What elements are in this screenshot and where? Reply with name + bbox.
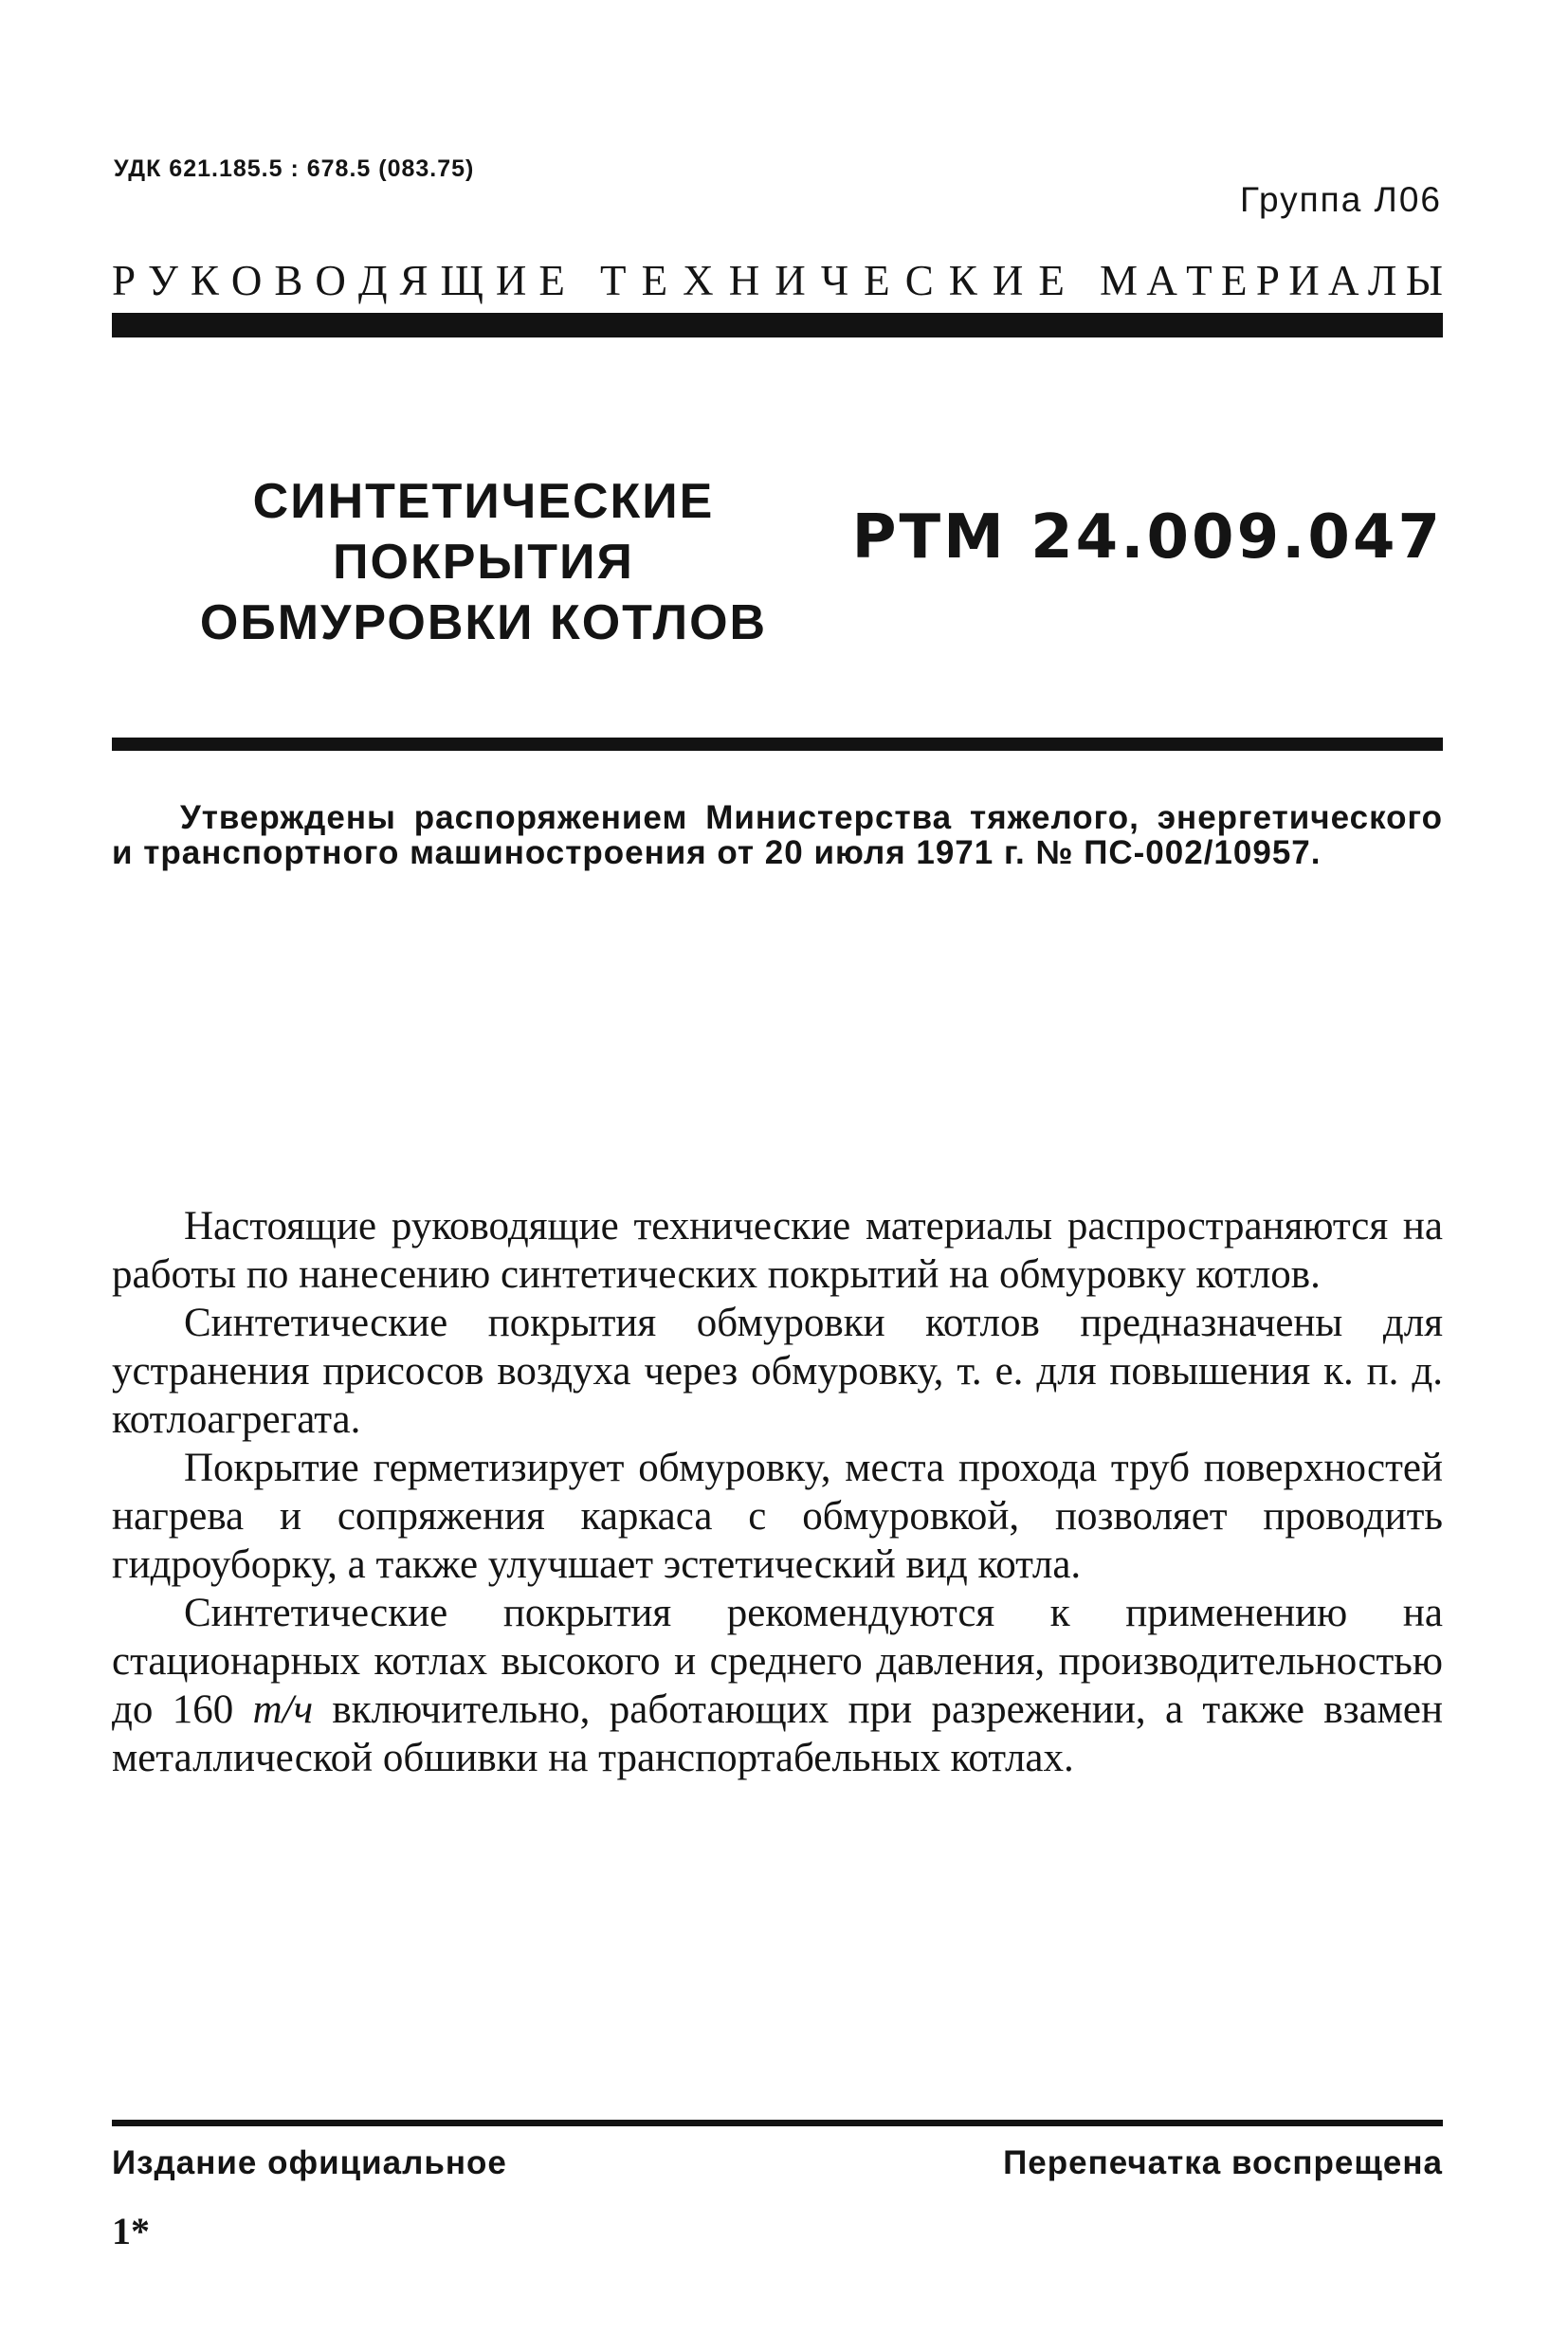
approval-text: Утверждены распоряжением Министерства тяжелого, энергетического и транспортного машиностроения от 20 июля 1971 г. № ПС-002/10957. xyxy=(112,799,1443,871)
page-mark: 1* xyxy=(112,2210,150,2252)
approval-note xyxy=(112,800,1443,870)
series-word-2: Т Е Х Н И Ч Е С К И Е xyxy=(600,257,1065,304)
series-word-1: Р У К О В О Д Я Щ И Е xyxy=(112,257,565,304)
reprint-prohibited-label: Перепечатка воспрещена xyxy=(1003,2144,1443,2181)
series-word-3: М А Т Е Р И А Л Ы xyxy=(1100,257,1443,304)
top-rule xyxy=(112,313,1443,337)
paragraph-3: Покрытие герметизирует обмуровку, места прохода труб поверхностей нагрева и сопряжения каркаса с обмуровкой, позволяет проводить гидроуборку, а также улучшает эстетический вид котла. xyxy=(112,1446,1443,1587)
document-code: РТМ 24.009.047 xyxy=(851,502,1443,573)
body-text xyxy=(112,1202,1443,1782)
bottom-rule xyxy=(112,2120,1443,2126)
group-code: Группа Л06 xyxy=(1240,180,1442,219)
paragraph-4-part-b: включительно, работающих при разрежении, а также взамен металлической обшивки на транспортабельных котлах. xyxy=(112,1687,1443,1780)
capacity-unit: т/ч xyxy=(252,1687,314,1732)
document-title xyxy=(123,471,844,653)
paragraph-4 xyxy=(112,1589,1443,1782)
paragraph-1: Настоящие руководящие технические материалы распространяются на работы по нанесению синтетических покрытий на обмуровку котлов. xyxy=(112,1204,1443,1297)
paragraph-4-part-a: Синтетические покрытия рекомендуются к применению на стационарных котлах высокого и среднего давления, производительностью до 160 xyxy=(112,1591,1443,1732)
title-line-2: ОБМУРОВКИ КОТЛОВ xyxy=(199,595,768,650)
udk-code: УДК 621.185.5 : 678.5 (083.75) xyxy=(114,155,475,182)
series-heading xyxy=(112,256,1443,305)
paragraph-2: Синтетические покрытия обмуровки котлов предназначены для устранения присосов воздуха через обмуровку, т. е. для повышения к. п. д. котлоагрегата. xyxy=(112,1301,1443,1442)
middle-rule xyxy=(112,738,1443,751)
title-line-1: СИНТЕТИЧЕСКИЕ ПОКРЫТИЯ xyxy=(252,474,715,590)
official-edition-label: Издание официальное xyxy=(112,2144,507,2181)
